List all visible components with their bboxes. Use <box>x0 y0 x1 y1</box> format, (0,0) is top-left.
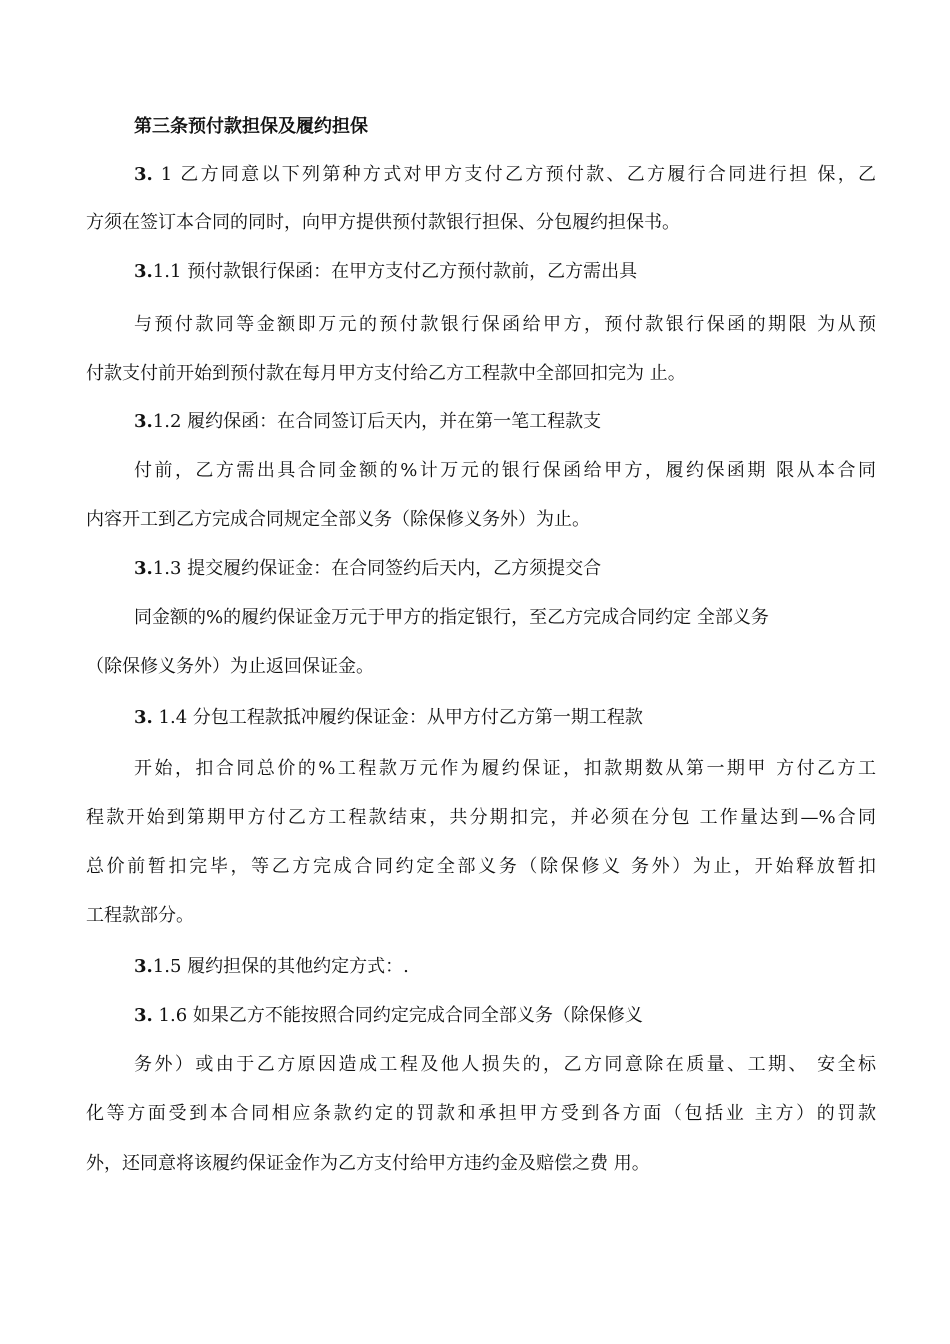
clause-number: 3. <box>134 164 153 185</box>
clause-3-1-3-line-2: （除保修义务外）为止返回保证金。 <box>86 656 374 677</box>
clause-3-1-4-heading <box>134 706 876 730</box>
clause-number: 3. <box>134 411 153 432</box>
clause-text: 1.1 预付款银行保函：在甲方支付乙方预付款前，乙方需出具 <box>152 261 638 282</box>
clause-3-1-2-heading <box>134 410 876 434</box>
clause-3-1-5-heading <box>134 955 876 979</box>
clause-3-1-1-line-1: 与预付款同等金额即万元的预付款银行保函给甲方，预付款银行保函的期限 为从预 <box>134 314 876 335</box>
clause-text: 1.2 履约保函：在合同签订后天内，并在第一笔工程款支 <box>152 411 602 432</box>
clause-3-1-2-line-2: 内容开工到乙方完成合同规定全部义务（除保修义务外）为止。 <box>86 509 590 530</box>
clause-number: 3. <box>134 1005 153 1026</box>
clause-3-1-4-line-1: 开始，扣合同总价的%工程款万元作为履约保证，扣款期数从第一期甲 方付乙方工 <box>134 758 876 779</box>
clause-3-1-4-line-4: 工程款部分。 <box>86 905 194 926</box>
section-title: 第三条预付款担保及履约担保 <box>134 116 368 137</box>
clause-3-1-4-line-2: 程款开始到第期甲方付乙方工程款结束，共分期扣完，并必须在分包 工作量达到—%合同 <box>86 807 876 828</box>
clause-3-1-1-heading <box>134 260 876 284</box>
clause-text: 1.4 分包工程款抵冲履约保证金：从甲方付乙方第一期工程款 <box>152 707 643 728</box>
clause-number: 3. <box>134 956 153 977</box>
clause-3-1-3-line-1: 同金额的%的履约保证金万元于甲方的指定银行，至乙方完成合同约定 全部义务 <box>134 607 769 628</box>
clause-3-1-6-line-3: 外，还同意将该履约保证金作为乙方支付给甲方违约金及赔偿之费 用。 <box>86 1153 650 1174</box>
clause-text: 1.6 如果乙方不能按照合同约定完成合同全部义务（除保修义 <box>152 1005 643 1026</box>
paragraph-3-1-line-2: 方须在签订本合同的同时，向甲方提供预付款银行担保、分包履约担保书。 <box>86 212 680 233</box>
clause-number: 3. <box>134 558 153 579</box>
paragraph-3-1-line-1 <box>134 163 876 187</box>
clause-3-1-3-heading <box>134 557 876 581</box>
clause-text: 1.5 履约担保的其他约定方式：. <box>152 956 409 977</box>
clause-3-1-1-line-2: 付款支付前开始到预付款在每月甲方支付给乙方工程款中全部回扣完为 止。 <box>86 363 686 384</box>
clause-3-1-4-line-3: 总价前暂扣完毕，等乙方完成合同约定全部义务（除保修义 务外）为止，开始释放暂扣 <box>86 856 876 877</box>
clause-3-1-6-line-1: 务外）或由于乙方原因造成工程及他人损失的，乙方同意除在质量、工期、 安全标 <box>134 1054 876 1075</box>
clause-number: 3. <box>134 261 153 282</box>
clause-3-1-6-line-2: 化等方面受到本合同相应条款约定的罚款和承担甲方受到各方面（包括业 主方）的罚款 <box>86 1103 876 1124</box>
clause-number: 3. <box>134 707 153 728</box>
clause-text: 1.3 提交履约保证金：在合同签约后天内，乙方须提交合 <box>152 558 602 579</box>
clause-text: 1 乙方同意以下列第种方式对甲方支付乙方预付款、乙方履行合同进行担 保，乙 <box>152 164 876 185</box>
clause-3-1-6-heading <box>134 1004 876 1028</box>
clause-3-1-2-line-1: 付前，乙方需出具合同金额的%计万元的银行保函给甲方，履约保函期 限从本合同 <box>134 460 876 481</box>
